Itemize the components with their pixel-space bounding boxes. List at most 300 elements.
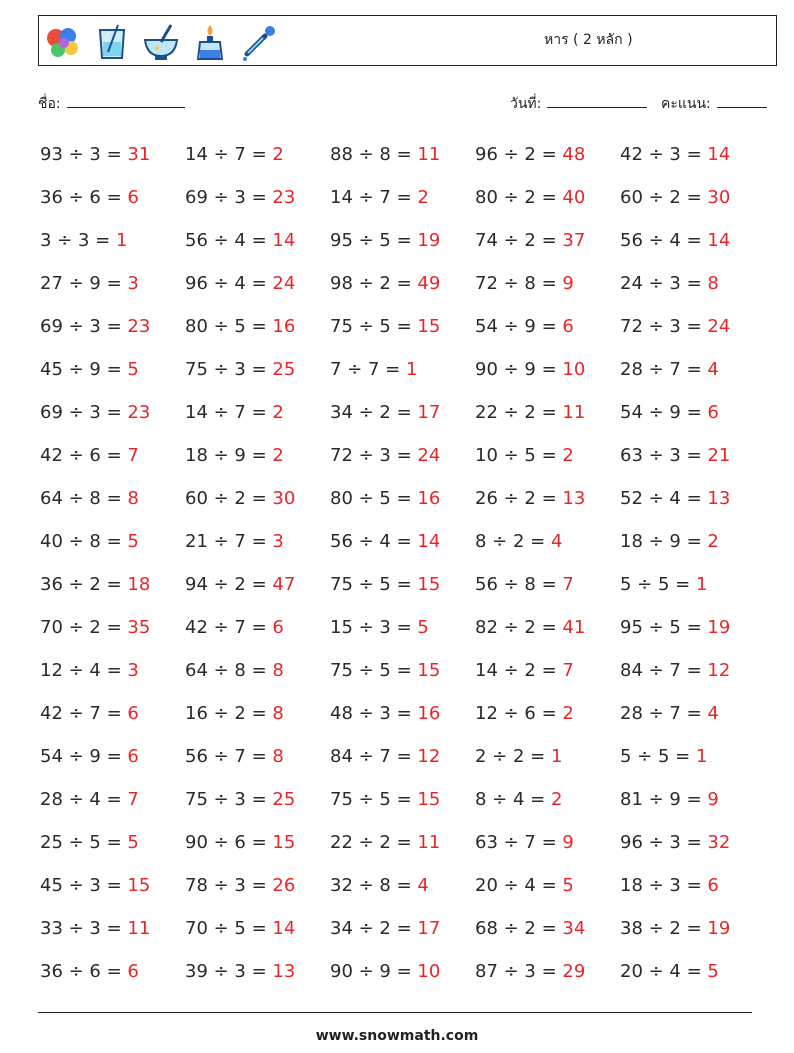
problem-cell [40, 522, 185, 565]
problem-answer: 9 [562, 273, 574, 294]
problem-cell [185, 823, 330, 866]
problem-cell [620, 221, 765, 264]
problem-cell [475, 178, 620, 221]
problem-cell [620, 737, 765, 780]
problem-question: 69 ÷ 3 = [40, 316, 128, 337]
problem-question: 63 ÷ 7 = [475, 832, 563, 853]
problem-cell [40, 178, 185, 221]
problem-question: 94 ÷ 2 = [185, 574, 273, 595]
problem-question: 15 ÷ 3 = [330, 617, 418, 638]
problem-question: 7 ÷ 7 = [330, 359, 406, 380]
problem-cell [330, 608, 475, 651]
problem-cell [330, 350, 475, 393]
problem-answer: 11 [562, 402, 586, 423]
problem-answer: 25 [272, 789, 296, 810]
problem-question: 3 ÷ 3 = [40, 230, 116, 251]
problem-cell [475, 651, 620, 694]
problem-question: 93 ÷ 3 = [40, 144, 128, 165]
problem-answer: 12 [417, 746, 441, 767]
problem-answer: 30 [272, 488, 296, 509]
problem-answer: 35 [127, 617, 151, 638]
problem-question: 80 ÷ 5 = [185, 316, 273, 337]
problem-cell [620, 393, 765, 436]
problem-cell [475, 135, 620, 178]
problem-answer: 6 [127, 703, 139, 724]
problem-question: 90 ÷ 9 = [330, 961, 418, 982]
problem-answer: 6 [707, 875, 719, 896]
problem-question: 14 ÷ 7 = [185, 402, 273, 423]
problem-cell [40, 350, 185, 393]
problem-question: 70 ÷ 2 = [40, 617, 128, 638]
problem-answer: 8 [707, 273, 719, 294]
problem-cell [330, 522, 475, 565]
problem-cell [475, 952, 620, 995]
problem-question: 28 ÷ 7 = [620, 359, 708, 380]
problem-question: 8 ÷ 4 = [475, 789, 551, 810]
problem-cell [185, 694, 330, 737]
problem-cell [185, 952, 330, 995]
problem-cell [40, 737, 185, 780]
problem-question: 28 ÷ 4 = [40, 789, 128, 810]
problem-cell [330, 780, 475, 823]
problem-question: 80 ÷ 5 = [330, 488, 418, 509]
problem-cell [185, 608, 330, 651]
problem-cell [330, 866, 475, 909]
problem-question: 70 ÷ 5 = [185, 918, 273, 939]
problem-cell [475, 436, 620, 479]
problem-question: 28 ÷ 7 = [620, 703, 708, 724]
problem-question: 16 ÷ 2 = [185, 703, 273, 724]
problem-question: 96 ÷ 3 = [620, 832, 708, 853]
problem-cell [330, 221, 475, 264]
problem-answer: 19 [707, 617, 731, 638]
footer-url: www.snowmath.com [315, 1028, 479, 1044]
problem-answer: 2 [417, 187, 429, 208]
problem-question: 25 ÷ 5 = [40, 832, 128, 853]
problem-answer: 41 [562, 617, 586, 638]
problem-cell [475, 479, 620, 522]
problem-question: 8 ÷ 2 = [475, 531, 551, 552]
problem-answer: 34 [562, 918, 586, 939]
problem-answer: 7 [562, 574, 574, 595]
problem-question: 63 ÷ 3 = [620, 445, 708, 466]
problem-question: 56 ÷ 4 = [330, 531, 418, 552]
problem-question: 27 ÷ 9 = [40, 273, 128, 294]
problem-answer: 16 [417, 703, 441, 724]
problem-question: 14 ÷ 7 = [185, 144, 273, 165]
problem-question: 5 ÷ 5 = [620, 574, 696, 595]
problem-question: 88 ÷ 8 = [330, 144, 418, 165]
problem-answer: 11 [127, 918, 151, 939]
problem-cell [475, 565, 620, 608]
problem-question: 81 ÷ 9 = [620, 789, 708, 810]
problem-question: 82 ÷ 2 = [475, 617, 563, 638]
problem-cell [620, 479, 765, 522]
problem-answer: 23 [127, 316, 151, 337]
name-label: ชื่อ: [38, 96, 61, 112]
problem-cell [330, 823, 475, 866]
problem-answer: 6 [127, 187, 139, 208]
problem-answer: 11 [417, 832, 441, 853]
problem-answer: 4 [707, 359, 719, 380]
problem-cell [40, 909, 185, 952]
score-blank[interactable] [717, 93, 767, 108]
problem-answer: 8 [272, 703, 284, 724]
problem-question: 33 ÷ 3 = [40, 918, 128, 939]
date-blank[interactable] [547, 93, 647, 108]
problem-answer: 37 [562, 230, 586, 251]
problem-answer: 14 [417, 531, 441, 552]
problem-answer: 2 [272, 445, 284, 466]
problem-answer: 15 [417, 316, 441, 337]
problem-question: 32 ÷ 8 = [330, 875, 418, 896]
problem-cell [475, 866, 620, 909]
problem-answer: 10 [562, 359, 586, 380]
problem-answer: 13 [272, 961, 296, 982]
problem-answer: 2 [707, 531, 719, 552]
problem-cell [330, 952, 475, 995]
problem-cell [620, 780, 765, 823]
problem-answer: 11 [417, 144, 441, 165]
problem-question: 56 ÷ 4 = [620, 230, 708, 251]
problem-answer: 26 [272, 875, 296, 896]
problem-answer: 23 [272, 187, 296, 208]
date-label: วันที่: [510, 96, 542, 112]
problem-cell [185, 479, 330, 522]
problem-question: 12 ÷ 6 = [475, 703, 563, 724]
problem-question: 75 ÷ 5 = [330, 574, 418, 595]
problem-answer: 9 [707, 789, 719, 810]
problem-question: 14 ÷ 7 = [330, 187, 418, 208]
problem-cell [40, 952, 185, 995]
problem-answer: 2 [562, 445, 574, 466]
problem-answer: 14 [272, 230, 296, 251]
problem-answer: 1 [550, 746, 563, 767]
problem-cell [40, 393, 185, 436]
problem-answer: 21 [707, 445, 731, 466]
problem-question: 68 ÷ 2 = [475, 918, 563, 939]
problem-answer: 2 [562, 703, 574, 724]
header-box [38, 15, 777, 66]
name-field[interactable] [38, 93, 185, 115]
problem-cell [620, 178, 765, 221]
problem-answer: 14 [707, 144, 731, 165]
problem-question: 75 ÷ 3 = [185, 789, 273, 810]
problem-answer: 40 [562, 187, 586, 208]
problem-answer: 19 [417, 230, 441, 251]
problem-cell [40, 436, 185, 479]
problem-answer: 16 [417, 488, 441, 509]
problem-cell [330, 436, 475, 479]
problem-cell [620, 866, 765, 909]
problem-answer: 1 [405, 359, 418, 380]
problem-question: 34 ÷ 2 = [330, 402, 418, 423]
problem-cell [40, 264, 185, 307]
problem-question: 10 ÷ 5 = [475, 445, 563, 466]
problem-cell [475, 221, 620, 264]
problem-cell [40, 823, 185, 866]
problem-answer: 2 [272, 144, 284, 165]
problem-answer: 5 [417, 617, 429, 638]
problem-cell [620, 135, 765, 178]
problem-question: 90 ÷ 6 = [185, 832, 273, 853]
problem-cell [330, 178, 475, 221]
problem-answer: 24 [707, 316, 731, 337]
problem-cell [40, 694, 185, 737]
problem-answer: 1 [115, 230, 128, 251]
problem-answer: 5 [127, 531, 139, 552]
problem-answer: 6 [127, 746, 139, 767]
problem-answer: 6 [707, 402, 719, 423]
problem-cell [475, 350, 620, 393]
problem-answer: 14 [272, 918, 296, 939]
problem-question: 36 ÷ 6 = [40, 961, 128, 982]
problem-answer: 17 [417, 918, 441, 939]
problem-cell [475, 737, 620, 780]
mortar-pestle-icon [141, 22, 181, 62]
problem-answer: 47 [272, 574, 296, 595]
problem-answer: 6 [127, 961, 139, 982]
footer-divider [38, 1012, 752, 1013]
problem-cell [330, 737, 475, 780]
problem-cell [185, 264, 330, 307]
problem-question: 45 ÷ 3 = [40, 875, 128, 896]
problem-answer: 13 [707, 488, 731, 509]
problem-answer: 16 [272, 316, 296, 337]
problem-question: 52 ÷ 4 = [620, 488, 708, 509]
problem-question: 26 ÷ 2 = [475, 488, 563, 509]
problem-cell [475, 694, 620, 737]
problem-question: 72 ÷ 8 = [475, 273, 563, 294]
problem-question: 18 ÷ 9 = [620, 531, 708, 552]
problem-question: 12 ÷ 4 = [40, 660, 128, 681]
problem-cell [330, 651, 475, 694]
problem-cell [185, 909, 330, 952]
problem-answer: 15 [127, 875, 151, 896]
problem-question: 60 ÷ 2 = [620, 187, 708, 208]
score-label: คะแนน: [661, 96, 711, 112]
problem-answer: 5 [127, 359, 139, 380]
problem-cell [330, 264, 475, 307]
problem-answer: 18 [127, 574, 151, 595]
problem-answer: 5 [127, 832, 139, 853]
problem-question: 84 ÷ 7 = [330, 746, 418, 767]
problem-cell [620, 436, 765, 479]
problem-cell [620, 823, 765, 866]
problem-grid [40, 135, 760, 995]
problem-answer: 9 [562, 832, 574, 853]
problem-answer: 3 [127, 273, 139, 294]
problem-question: 96 ÷ 4 = [185, 273, 273, 294]
problem-answer: 1 [695, 574, 708, 595]
problem-answer: 32 [707, 832, 731, 853]
problem-cell [475, 909, 620, 952]
problem-cell [185, 393, 330, 436]
problem-answer: 24 [417, 445, 441, 466]
problem-question: 75 ÷ 3 = [185, 359, 273, 380]
problem-cell [475, 522, 620, 565]
problem-question: 54 ÷ 9 = [40, 746, 128, 767]
problem-cell [475, 823, 620, 866]
problem-answer: 6 [272, 617, 284, 638]
problem-cell [330, 393, 475, 436]
problem-question: 20 ÷ 4 = [620, 961, 708, 982]
problem-question: 42 ÷ 6 = [40, 445, 128, 466]
problem-cell [330, 135, 475, 178]
problem-cell [620, 264, 765, 307]
problem-cell [330, 565, 475, 608]
problem-answer: 4 [550, 531, 563, 552]
problem-question: 22 ÷ 2 = [330, 832, 418, 853]
problem-cell [475, 608, 620, 651]
problem-answer: 30 [707, 187, 731, 208]
problem-question: 22 ÷ 2 = [475, 402, 563, 423]
problem-answer: 5 [562, 875, 574, 896]
problem-answer: 14 [707, 230, 731, 251]
problem-question: 69 ÷ 3 = [185, 187, 273, 208]
problem-cell [620, 522, 765, 565]
problem-cell [40, 307, 185, 350]
problem-cell [185, 522, 330, 565]
problem-cell [620, 307, 765, 350]
problem-question: 56 ÷ 4 = [185, 230, 273, 251]
problem-cell [475, 393, 620, 436]
problem-question: 42 ÷ 7 = [40, 703, 128, 724]
problem-cell [40, 866, 185, 909]
color-palette-icon [43, 22, 83, 62]
problem-question: 72 ÷ 3 = [620, 316, 708, 337]
problem-answer: 17 [417, 402, 441, 423]
problem-question: 90 ÷ 9 = [475, 359, 563, 380]
problem-cell [330, 694, 475, 737]
problem-question: 48 ÷ 3 = [330, 703, 418, 724]
problem-question: 95 ÷ 5 = [330, 230, 418, 251]
problem-cell [185, 651, 330, 694]
problem-question: 38 ÷ 2 = [620, 918, 708, 939]
problem-question: 98 ÷ 2 = [330, 273, 418, 294]
problem-cell [40, 608, 185, 651]
problem-answer: 29 [562, 961, 586, 982]
beaker-icon [92, 22, 132, 62]
problem-cell [185, 780, 330, 823]
problem-question: 39 ÷ 3 = [185, 961, 273, 982]
problem-question: 40 ÷ 8 = [40, 531, 128, 552]
problem-cell [620, 651, 765, 694]
problem-cell [185, 178, 330, 221]
problem-cell [40, 651, 185, 694]
problem-question: 60 ÷ 2 = [185, 488, 273, 509]
problem-question: 56 ÷ 7 = [185, 746, 273, 767]
problem-question: 75 ÷ 5 = [330, 789, 418, 810]
problem-answer: 15 [272, 832, 296, 853]
problem-question: 72 ÷ 3 = [330, 445, 418, 466]
problem-answer: 3 [272, 531, 284, 552]
problem-question: 64 ÷ 8 = [185, 660, 273, 681]
score-field[interactable] [661, 93, 767, 115]
problem-question: 96 ÷ 2 = [475, 144, 563, 165]
problem-answer: 8 [127, 488, 139, 509]
problem-question: 24 ÷ 3 = [620, 273, 708, 294]
problem-question: 54 ÷ 9 = [475, 316, 563, 337]
problem-question: 18 ÷ 3 = [620, 875, 708, 896]
problem-cell [185, 221, 330, 264]
problem-answer: 31 [127, 144, 151, 165]
problem-answer: 24 [272, 273, 296, 294]
name-blank[interactable] [67, 93, 185, 108]
problem-cell [185, 565, 330, 608]
problem-cell [475, 780, 620, 823]
problem-cell [40, 780, 185, 823]
problem-answer: 15 [417, 574, 441, 595]
problem-answer: 8 [272, 746, 284, 767]
problem-question: 69 ÷ 3 = [40, 402, 128, 423]
problem-answer: 49 [417, 273, 441, 294]
problem-question: 84 ÷ 7 = [620, 660, 708, 681]
problem-question: 75 ÷ 5 = [330, 316, 418, 337]
problem-question: 36 ÷ 6 = [40, 187, 128, 208]
problem-question: 87 ÷ 3 = [475, 961, 563, 982]
problem-cell [620, 608, 765, 651]
problem-question: 45 ÷ 9 = [40, 359, 128, 380]
problem-answer: 6 [562, 316, 574, 337]
problem-answer: 7 [562, 660, 574, 681]
problem-cell [40, 479, 185, 522]
problem-answer: 7 [127, 445, 139, 466]
problem-cell [330, 909, 475, 952]
problem-answer: 15 [417, 789, 441, 810]
date-field[interactable] [510, 93, 647, 115]
problem-question: 78 ÷ 3 = [185, 875, 273, 896]
problem-cell [185, 307, 330, 350]
problem-answer: 13 [562, 488, 586, 509]
problem-cell [185, 737, 330, 780]
problem-cell [620, 909, 765, 952]
problem-answer: 2 [550, 789, 563, 810]
problem-answer: 8 [272, 660, 284, 681]
problem-answer: 3 [127, 660, 139, 681]
problem-question: 21 ÷ 7 = [185, 531, 273, 552]
problem-question: 34 ÷ 2 = [330, 918, 418, 939]
problem-question: 20 ÷ 4 = [475, 875, 563, 896]
problem-cell [40, 221, 185, 264]
problem-answer: 23 [127, 402, 151, 423]
problem-cell [40, 565, 185, 608]
problem-answer: 2 [272, 402, 284, 423]
problem-question: 42 ÷ 3 = [620, 144, 708, 165]
problem-question: 14 ÷ 2 = [475, 660, 563, 681]
problem-answer: 10 [417, 961, 441, 982]
icon-strip [43, 21, 279, 63]
problem-cell [475, 307, 620, 350]
problem-question: 54 ÷ 9 = [620, 402, 708, 423]
problem-question: 5 ÷ 5 = [620, 746, 696, 767]
problem-question: 74 ÷ 2 = [475, 230, 563, 251]
problem-question: 36 ÷ 2 = [40, 574, 128, 595]
alcohol-burner-icon [190, 22, 230, 62]
problem-cell [620, 952, 765, 995]
problem-cell [185, 135, 330, 178]
problem-question: 80 ÷ 2 = [475, 187, 563, 208]
problem-answer: 4 [417, 875, 429, 896]
problem-question: 64 ÷ 8 = [40, 488, 128, 509]
problem-cell [475, 264, 620, 307]
problem-cell [620, 350, 765, 393]
problem-cell [185, 436, 330, 479]
problem-answer: 15 [417, 660, 441, 681]
problem-question: 75 ÷ 5 = [330, 660, 418, 681]
worksheet-title: หาร ( 2 หลัก ) [544, 32, 633, 48]
problem-answer: 1 [695, 746, 708, 767]
